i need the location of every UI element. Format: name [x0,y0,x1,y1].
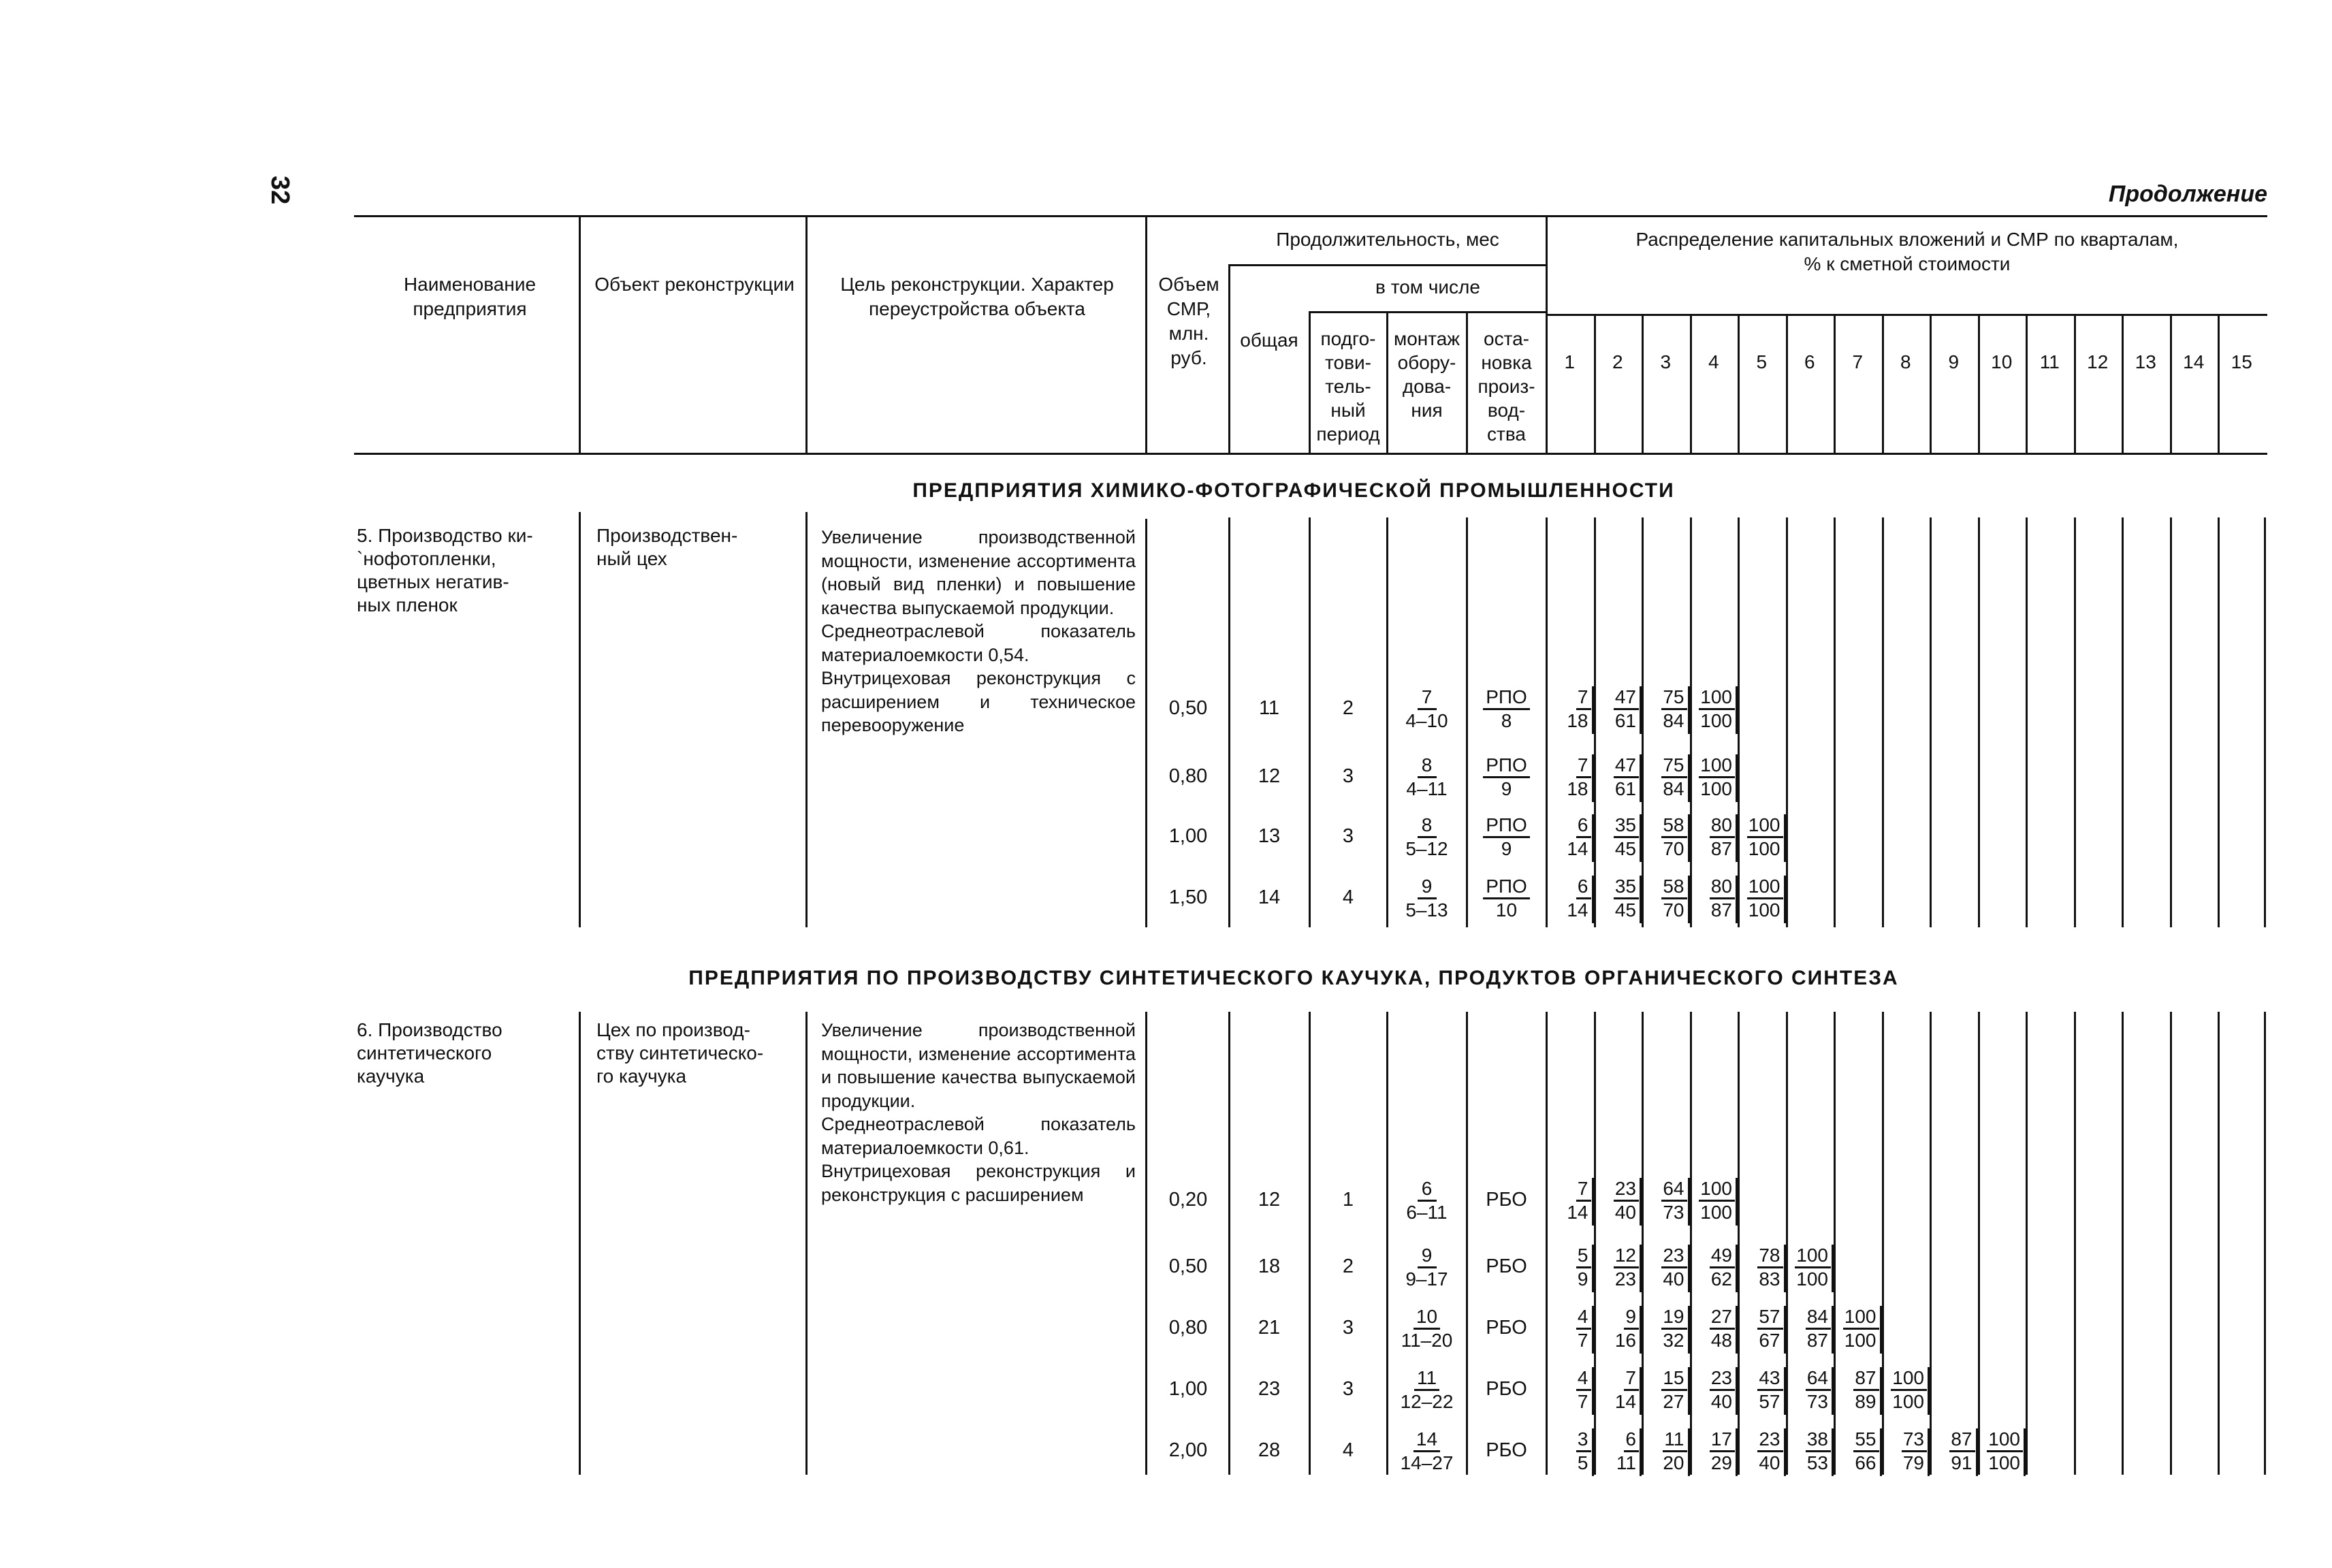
volume-value: 0,50 [1168,697,1208,719]
quarter-header-12: 12 [2087,351,2109,372]
header-distribution: Распределение капитальных вложений и СМР по кварталам, % к сметной стоимости [1635,229,2179,274]
volume-value: 0,20 [1168,1189,1208,1211]
section-title-photo: ПРЕДПРИЯТИЯ ХИМИКО-ФОТОГРАФИЧЕСКОЙ ПРОМЫШЛЕННОСТИ [912,479,1675,502]
duration-stop: РБО [1486,1189,1527,1211]
duration-prep: 3 [1342,825,1354,847]
quarter-cell-2: 35 45 [1594,876,1640,921]
volume-value: 0,80 [1168,765,1208,787]
page-number: 32 [266,176,294,205]
quarter-header-7: 7 [1852,351,1864,372]
duration-prep: 2 [1342,697,1354,719]
volume-value: 1,00 [1168,1378,1208,1400]
volume-value: 0,80 [1168,1317,1208,1339]
quarter-cell-7: 87 89 [1834,1367,1879,1413]
quarter-cell-4: 17 29 [1690,1428,1736,1474]
enterprise-5: 5. Производство ки- `нофотопленки, цветных негатив- ных пленок [357,525,533,615]
duration-mount: $\frac{8}{4-11}$ [1406,754,1448,799]
duration-prep: 1 [1342,1189,1354,1211]
duration-stop: РБО [1486,1439,1527,1461]
quarter-cell-1: 5 9 [1546,1245,1591,1290]
quarter-header-13: 13 [2135,351,2156,372]
quarter-header-10: 10 [1991,351,2013,372]
duration-mount: $\frac{8}{5-12}$ [1405,814,1448,859]
quarter-cell-5: 43 57 [1738,1367,1783,1413]
duration-mount: $\frac{9}{9-17}$ [1405,1245,1448,1290]
duration-prep: 4 [1342,886,1354,908]
header-total: общая [1240,330,1298,351]
quarter-header-14: 14 [2183,351,2205,372]
quarter-cell-3: 58 70 [1642,876,1687,921]
object-5: Производствен- ный цех [596,525,738,569]
quarter-cell-2: 9 16 [1594,1306,1640,1351]
quarter-cell-7: 100 100 [1834,1306,1879,1351]
duration-prep: 3 [1342,1317,1354,1339]
quarter-cell-1: 7 14 [1546,1178,1591,1223]
quarter-cell-1: 3 5 [1546,1428,1591,1474]
quarter-cell-3: 23 40 [1642,1245,1687,1290]
quarter-cell-2: 23 40 [1594,1178,1640,1223]
quarter-header-1: 1 [1564,351,1576,372]
quarter-cell-2: 35 45 [1594,814,1640,860]
duration-mount: $\frac{7}{4-10}$ [1405,686,1448,731]
enterprise-6: 6. Производство синтетического каучука [357,1019,502,1087]
duration-mount: $\frac{14}{14-27}$ [1400,1428,1454,1473]
quarter-cell-3: 15 27 [1642,1367,1687,1413]
quarter-cell-2: 6 11 [1594,1428,1640,1474]
quarter-cell-4: 27 48 [1690,1306,1736,1351]
duration-mount: $\frac{9}{5-13}$ [1405,876,1448,921]
quarter-cell-3: 19 32 [1642,1306,1687,1351]
volume-value: 1,00 [1168,825,1208,847]
quarter-cell-10: 100 100 [1978,1428,2024,1474]
quarter-cell-2: 47 61 [1594,754,1640,800]
header-including: в том числе [1375,276,1480,298]
duration-mount: $\frac{6}{6-11}$ [1406,1178,1448,1223]
header-prep: подго- тови- тель- ный период [1316,328,1380,445]
header-volume: Объем СМР, млн. руб. [1158,274,1219,368]
quarter-cell-5: 23 40 [1738,1428,1783,1474]
object-6: Цех по производ- ству синтетическо- го каучука [596,1019,764,1087]
quarter-cell-3: 58 70 [1642,814,1687,860]
quarter-cell-1: 4 7 [1546,1367,1591,1413]
volume-value: 1,50 [1168,886,1208,908]
duration-mount: $\frac{10}{11-20}$ [1401,1306,1453,1351]
header-stop: оста- новка произ- вод- ства [1478,328,1535,445]
quarter-header-11: 11 [2039,351,2060,372]
volume-value: 0,50 [1168,1255,1208,1277]
quarter-cell-6: 84 87 [1786,1306,1832,1351]
quarter-header-6: 6 [1804,351,1815,372]
quarter-header-15: 15 [2231,351,2252,372]
duration-stop: РБО [1486,1378,1527,1400]
duration-stop: РПО 9 [1467,754,1546,800]
quarter-cell-3: 11 20 [1642,1428,1687,1474]
header-duration: Продолжительность, мес [1276,229,1499,250]
duration-prep: 4 [1342,1439,1354,1461]
quarter-header-5: 5 [1756,351,1768,372]
quarter-cell-2: 47 61 [1594,686,1640,732]
duration-stop: РБО [1486,1317,1527,1339]
quarter-cell-9: 87 91 [1930,1428,1975,1474]
quarter-cell-1: 7 18 [1546,754,1591,800]
quarter-cell-8: 100 100 [1882,1367,1928,1413]
quarter-cell-4: 100 100 [1690,1178,1736,1223]
duration-total: 14 [1258,886,1281,908]
quarter-cell-4: 80 87 [1690,814,1736,860]
header-mount: монтаж обору- дова- ния [1393,328,1460,421]
quarter-header-9: 9 [1948,351,1960,372]
duration-total: 13 [1258,825,1281,847]
quarter-cell-4: 49 62 [1690,1245,1736,1290]
duration-total: 18 [1258,1255,1281,1277]
quarter-cell-6: 64 73 [1786,1367,1832,1413]
goal-5: Увеличение производственной мощности, изменение ассортимента (новый вид пленки) и повышение качества выпускаемой продукции. Среднеотраслевой показатель материалоемкости 0,54. Внутрицеховая реконструкция с расширением и техническое перевооружение [821,527,1136,735]
quarter-header-3: 3 [1660,351,1672,372]
duration-total: 11 [1258,697,1280,719]
duration-prep: 2 [1342,1255,1354,1277]
quarter-cell-5: 57 67 [1738,1306,1783,1351]
duration-total: 21 [1258,1317,1281,1339]
quarter-cell-2: 7 14 [1594,1367,1640,1413]
quarter-cell-1: 6 14 [1546,814,1591,860]
quarter-cell-5: 100 100 [1738,876,1783,921]
goal-6: Увеличение производственной мощности, изменение ассортимента и повышение качества выпускаемой продукции. Среднеотраслевой показатель материалоемкости 0,61. Внутрицеховая реконструкция и реконструкция с расширением [821,1020,1136,1205]
duration-stop: РБО [1486,1255,1527,1277]
section-title-rubber: ПРЕДПРИЯТИЯ ПО ПРОИЗВОДСТВУ СИНТЕТИЧЕСКОГО КАУЧУКА, ПРОДУКТОВ ОРГАНИЧЕСКОГО СИНТЕЗА [688,967,1899,989]
duration-mount: $\frac{11}{12-22}$ [1400,1367,1454,1412]
quarter-cell-7: 55 66 [1834,1428,1879,1474]
quarter-cell-8: 73 79 [1882,1428,1928,1474]
duration-total: 12 [1258,765,1281,787]
duration-stop: РПО 9 [1467,814,1546,860]
quarter-cell-4: 100 100 [1690,754,1736,800]
quarter-cell-1: 4 7 [1546,1306,1591,1351]
quarter-cell-6: 38 53 [1786,1428,1832,1474]
quarter-cell-3: 75 84 [1642,754,1687,800]
quarter-cell-4: 80 87 [1690,876,1736,921]
quarter-cell-5: 100 100 [1738,814,1783,860]
quarter-cell-4: 100 100 [1690,686,1736,732]
quarter-cell-2: 12 23 [1594,1245,1640,1290]
duration-total: 12 [1258,1189,1281,1211]
quarter-cell-3: 75 84 [1642,686,1687,732]
quarter-header-2: 2 [1612,351,1623,372]
quarter-cell-1: 6 14 [1546,876,1591,921]
header-goal: Цель реконструкции. Характер переустройства объекта [840,274,1114,319]
duration-total: 28 [1258,1439,1281,1461]
continuation-label: Продолжение [2108,181,2267,207]
duration-total: 23 [1258,1378,1281,1400]
volume-value: 2,00 [1168,1439,1208,1461]
duration-stop: РПО 8 [1467,686,1546,732]
quarter-header-8: 8 [1900,351,1911,372]
duration-prep: 3 [1342,1378,1354,1400]
quarter-header-4: 4 [1708,351,1719,372]
header-object: Объект реконструкции [594,274,795,295]
duration-stop: РПО 10 [1467,876,1546,921]
duration-prep: 3 [1342,765,1354,787]
quarter-cell-4: 23 40 [1690,1367,1736,1413]
quarter-cell-1: 7 18 [1546,686,1591,732]
quarter-cell-5: 78 83 [1738,1245,1783,1290]
quarter-cell-3: 64 73 [1642,1178,1687,1223]
header-enterprise: Наименование предприятия [403,274,537,319]
quarter-cell-6: 100 100 [1786,1245,1832,1290]
